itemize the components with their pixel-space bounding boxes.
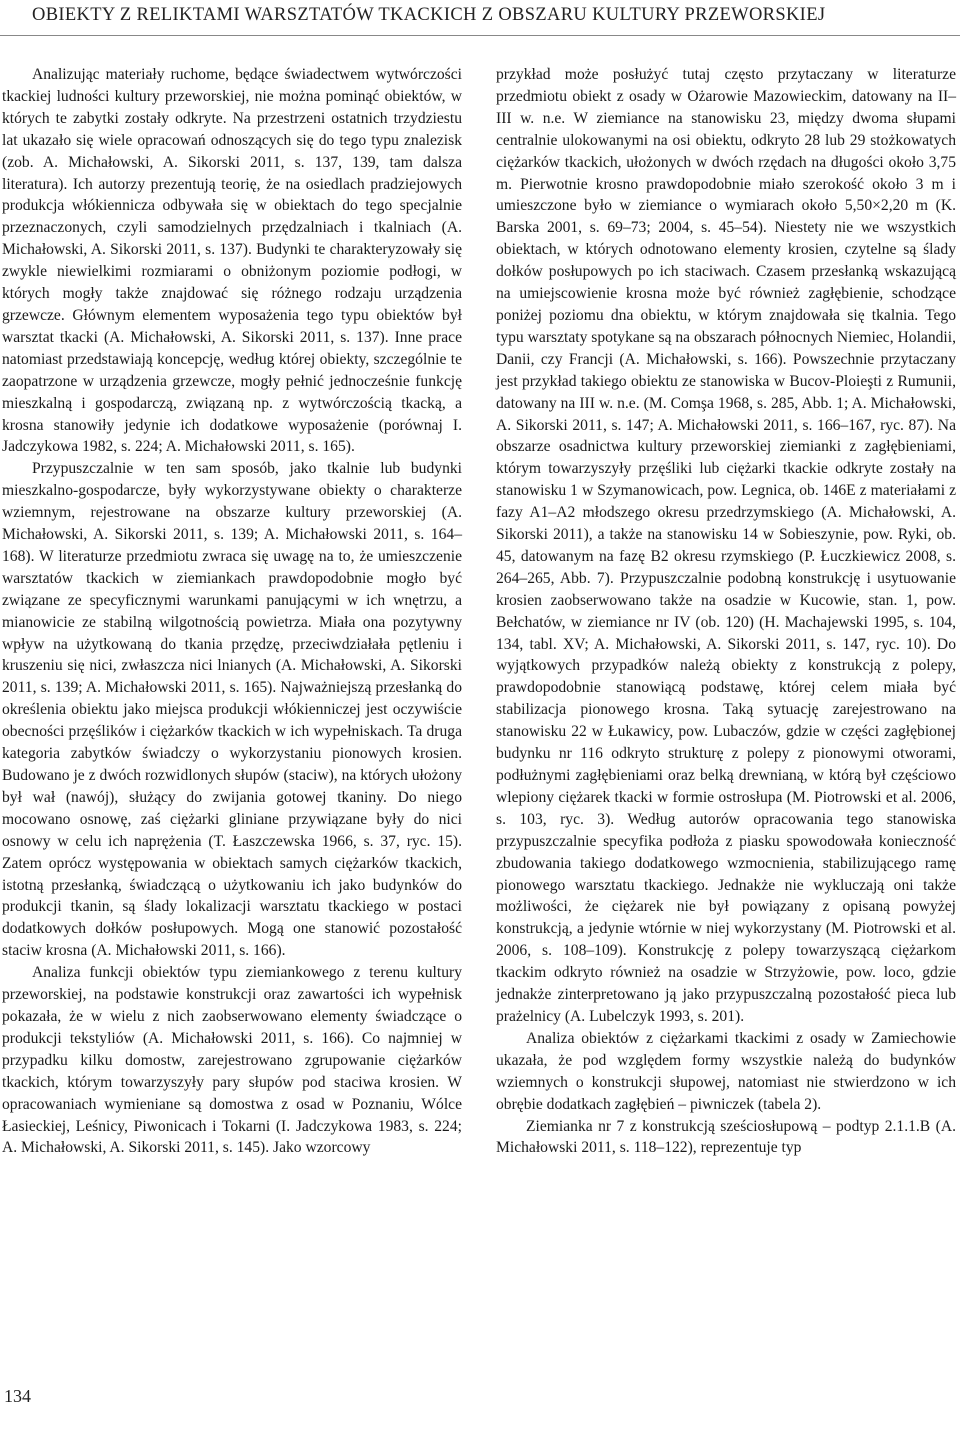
paragraph: Przypuszczalnie w ten sam sposób, jako tkalnie lub budynki mieszkalno-gospodarcze, były wykorzystywane obiekty o charakterze wziemnym, rejestrowane na obszarze kultury przeworskiej (A. Michałowski, A. Sikorski 2011, s. 139; A. Michałowski 2011, s. 164–168). W literaturze przedmiotu zwraca się uwagę na to, że umieszczenie warsztatów tkackich w ziemiankach prawdopodobnie mogło być związane ze specyficznymi warunkami panującymi w ich wnętrzu, a mianowicie ze stabilną wilgotnością powietrza. Miała ona pozytywny wpływ na użytkowaną do tkania przędzę, przeciwdziałała pętleniu i kruszeniu się nici, zwłaszcza nici lnianych (A. Michałowski, A. Sikorski 2011, s. 139; A. Michałowski 2011, s. 165). Najważniejszą przesłanką do określenia obiektu jako miejsca produkcji włókienniczej jest oczywiście obecności przęślików i ciężarków tkackich w ich wypełniskach. Ta druga kategoria zabytków świadczy o wykorzystaniu pionowych krosien. Budowano je z dwóch rozwidlonych słupów (staciw), na których ułożony był wał (nawój), służący do zwijania gotowej tkaniny. Do niego mocowano osnowę, zaś ciężarki gliniane przywiązane były do nici osnowy w celu ich naprężenia (T. Łaszczewska 1966, s. 37, ryc. 15). Zatem oprócz występowania w obiektach samych ciężarków tkackich, istotną przesłanką, świadczącą o użytkowaniu ich jako budynków do produkcji tkanin, są ślady lokalizacji warsztatu tkackiego w postaci dodatkowych dołków posłupowych. Mogą one stanowić pozostałość staciw krosna (A. Michałowski 2011, s. 166).	[2, 460, 462, 960]
paragraph: Analizując materiały ruchome, będące świadectwem wytwórczości tkackiej ludności kultury przeworskiej, nie można pominąć obiektów, w których te zabytki zostały odkryte. Na przestrzeni ostatnich trzydziestu lat ukazało się wiele opracowań odnoszących się do tego typu znalezisk (zob. A. Michałowski, A. Sikorski 2011, s. 137, 139, tam dalsza literatura). Ich autorzy prezentują teorię, że na osiedlach pradziejowych produkcja włókiennicza odbywała się w obiektach do tego specjalnie przeznaczonych, czyli samodzielnych przędzalniach i tkalniach (A. Michałowski, A. Sikorski 2011, s. 137). Budynki te charakteryzowały się zwykle niewielkimi rozmiarami o obniżonym poziomie podłogi, w których mogły także znajdować się różnego rodzaju urządzenia grzewcze. Głównym elementem wyposażenia tego typu obiektów był warsztat tkacki (A. Michałowski, A. Sikorski 2011, s. 137). Inne prace natomiast przedstawiają koncepcję, według której obiekty, szczególnie te zaopatrzone w urządzenia grzewcze, mogły pełnić jednocześnie funkcję mieszkalną i gospodarczą, związaną np. z wytwórczością tkacką, a krosna stanowiły jedynie ich dodatkowe wyposażenie (porównaj I. Jadczykowa 1982, s. 224; A. Michałowski 2011, s. 165).	[2, 66, 462, 456]
page-number: 134	[4, 1386, 31, 1406]
right-column	[496, 64, 956, 1159]
left-column	[2, 64, 462, 1159]
paragraph: Analiza funkcji obiektów typu ziemiankowego z terenu kultury przeworskiej, na podstawie konstrukcji oraz zawartości ich wypełnisk pokazała, że w wielu z nich zaobserwowano elementy świadczące o produkcji tekstyliów (A. Michałowski 2011, s. 166). Co najmniej w przypadku kilku domostw, zarejestrowano zgrupowanie ciężarków tkackich, którym towarzyszyły pary słupów pod staciwa krosien. W opracowaniach wymieniane są domostwa z osad w Poznaniu, Wólce Łasieckiej, Leśnicy, Piwonicach i Tokarni (I. Jadczykowa 1983, s. 224; A. Michałowski, A. Sikorski 2011, s. 145). Jako wzorcowy	[2, 964, 462, 1157]
paragraph: Ziemianka nr 7 z konstrukcją sześciosłupową – podtyp 2.1.1.B (A. Michałowski 2011, s. 118–122), reprezentuje typ	[496, 1117, 956, 1157]
paragraph: Analiza obiektów z ciężarkami tkackimi z osady w Zamiechowie ukazała, że pod względem formy wszystkie należą do budynków wziemnych o konstrukcji słupowej, natomiast nie stwierdzono w ich obrębie dodatkach zagłębień – piwniczek (tabela 2).	[496, 1029, 956, 1113]
paragraph: przykład może posłużyć tutaj często przytaczany w literaturze przedmiotu obiekt z osady w Ożarowie Mazowieckim, datowany na II–III w. n.e. W ziemiance na stanowisku 23, między dwoma słupami centralnie ulokowanymi na osi obiektu, odkryto 28 lub 29 stożkowatych ciężarków tkackich, ułożonych w dwóch rzędach na długości około 3,75 m. Pierwotnie krosno prawdopodobnie miało szerokość około 3 m i umieszczone było w ziemiance o wymiarach około 5,50×2,20 m (K. Barska 2001, s. 69–73; 2004, s. 45–54). Niestety nie we wszystkich obiektach, w których odnotowano elementy krosien, czytelne są ślady dołków posłupowych po ich staciwach. Czasem przesłanką wskazującą na umiejscowienie krosna może być również zagłębienie, schodzące poniżej poziomu dna obiektu, w którym znajdowała się tkalnia. Tego typu warsztaty spotykane są na obszarach północnych Niemiec, Holandii, Danii, czy Francji (A. Michałowski, s. 166). Powszechnie przytaczany jest przykład takiego obiektu ze stanowiska w Bucov-Ploieşti z Rumunii, datowany na III w. n.e. (M. Comşa 1968, s. 285, Abb. 1; A. Michałowski, A. Sikorski 2011, s. 147; A. Michałowski 2011, s. 166–167, ryc. 87). Na obszarze osadnictwa kultury przeworskiej ziemianki z zagłębieniami, którym towarzyszyły przęśliki lub ciężarki tkackie odkryte zostały na stanowisku 1 w Szymanowicach, pow. Legnica, ob. 146E z materiałami z fazy A1–A2 młodszego okresu przedrzymskiego (A. Michałowski, A. Sikorski 2011), a także na stanowisku 14 w Sobieszynie, pow. Ryki, ob. 45, datowanym na fazę B2 okresu rzymskiego (P. Łuczkiewicz 2008, s. 264–265, Abb. 7). Przypuszczalnie podobną konstrukcję i usytuowanie krosien zaobserwowano także na osadzie w Kucowie, stan. 1, pow. Bełchatów, w ziemiance nr IV (ob. 120) (H. Machajewski 1995, s. 104, 134, tabl. XV; A. Michałowski, A. Sikorski 2011, s. 147, ryc. 10). Do wyjątkowych przypadków należą obiekty z konstrukcją z polepy, prawdopodobnie stanowiącą podstawę, której celem miała być stabilizacja pionowego krosna. Taką sytuację zarejestrowano na stanowisku 22 w Łukawicy, pow. Lubaczów, gdzie w części zagłębionej budynku nr 116 odkryto strukturę z polepy z pionowymi otworami, podłużnymi zagłębieniami oraz belką drewnianą, w którą był częściowo wlepiony ciężarek tkacki w formie ostrosłupa (M. Piotrowski et al. 2006, s. 103, ryc. 3). Według autorów opracowania tego stanowiska przypuszczalnie specyfika podłoża z piasku spowodowała konieczność zbudowania takiego dodatkowego wzmocnienia, stabilizującego ramę pionowego warsztatu tkackiego. Jednakże nie wykluczają oni także możliwości, że ciężarek nie był powiązany z opisaną powyżej konstrukcją, a jedynie wtórnie w niej wykorzystany (M. Piotrowski et al. 2006, s. 108–109). Konstrukcję z polepy towarzyszącą ciężarkom tkackim odkryto również na osadzie w Strzyżowie, pow. loco, gdzie jednakże zinterpretowano ją jako przypuszczalną pozostałość pieca lub prażelnicy (A. Lubelczyk 1993, s. 201).	[496, 66, 956, 1025]
header-rule	[0, 35, 960, 36]
running-header: OBIEKTY Z RELIKTAMI WARSZTATÓW TKACKICH Z OBSZARU KULTURY PRZEWORSKIEJ	[32, 5, 826, 25]
